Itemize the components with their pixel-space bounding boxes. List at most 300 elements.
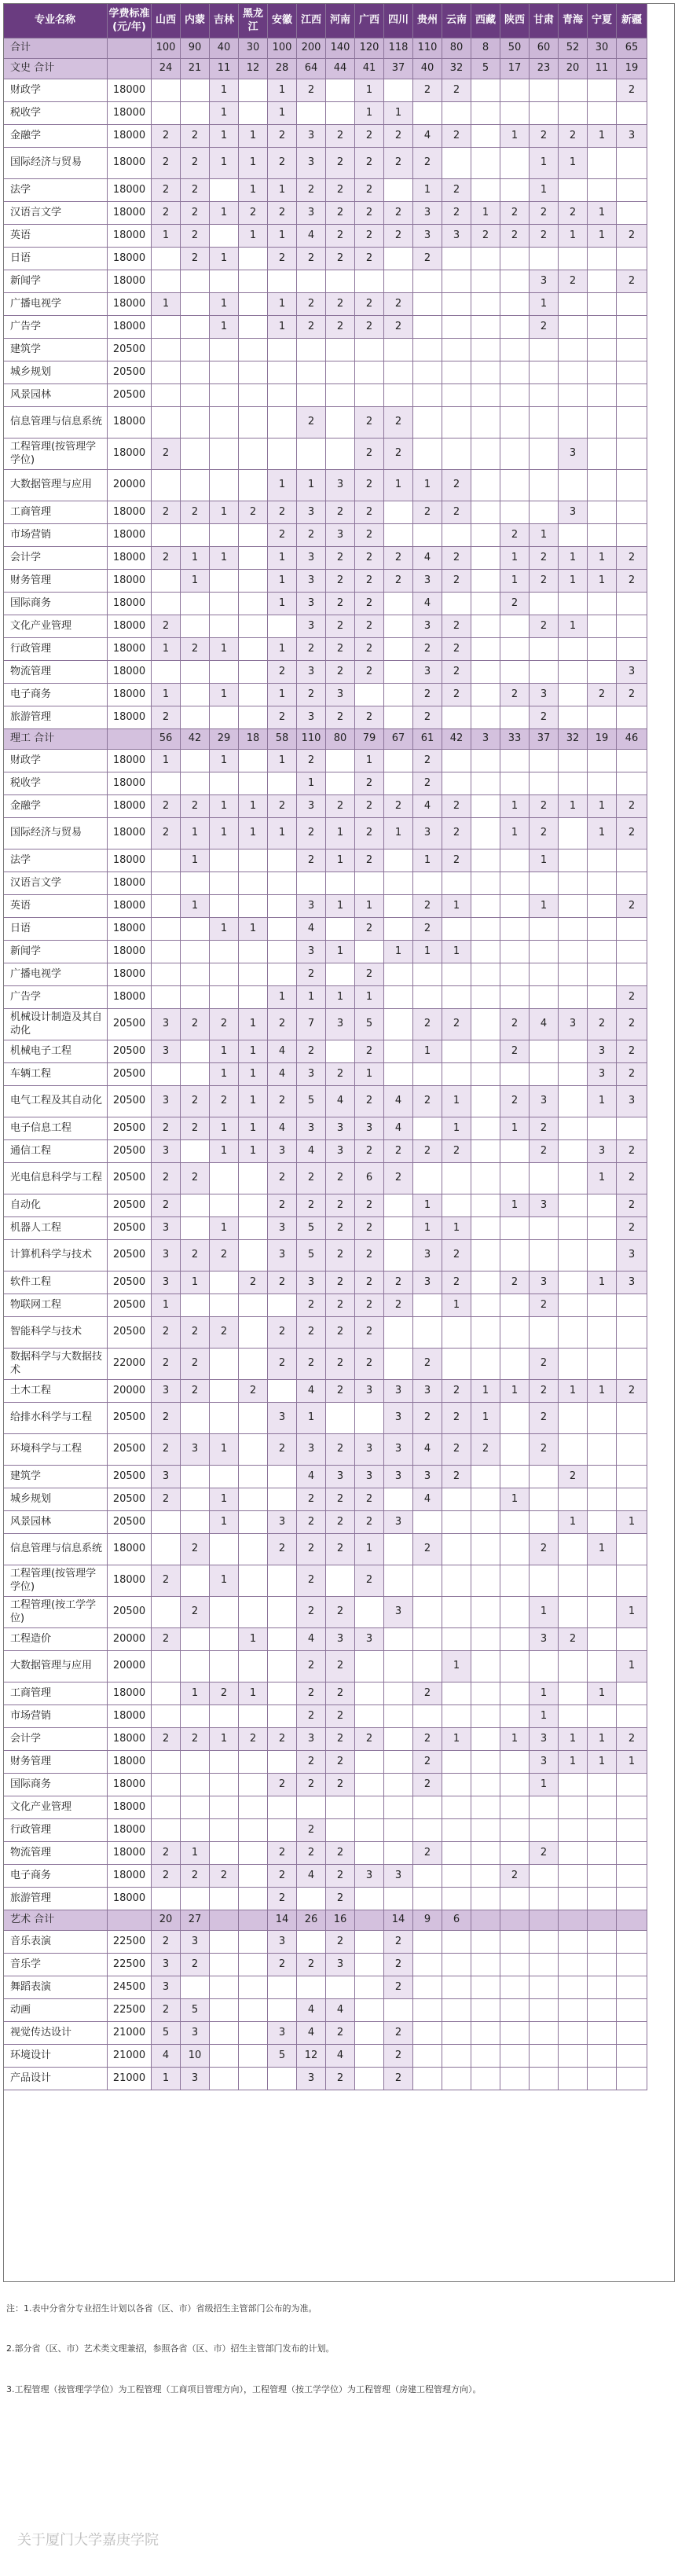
table-row [4, 918, 674, 941]
plan-count: 2 [442, 1271, 471, 1294]
plan-count [268, 615, 297, 638]
major-name: 财政学 [4, 750, 108, 772]
plan-count [152, 1796, 181, 1819]
plan-count [500, 1888, 530, 1910]
plan-count [559, 684, 588, 706]
table-row [4, 593, 674, 615]
plan-count: 10 [181, 2045, 210, 2068]
plan-count [442, 1999, 471, 2022]
plan-count [471, 1796, 500, 1819]
plan-count: 2 [297, 1317, 326, 1349]
plan-count [471, 1534, 500, 1565]
plan-count [617, 1954, 647, 1976]
plan-count: 2 [326, 795, 355, 818]
plan-count [355, 2045, 384, 2068]
plan-count [559, 339, 588, 361]
plan-count: 3 [297, 148, 326, 179]
plan-count: 2 [152, 1117, 181, 1140]
plan-count: 2 [617, 1194, 647, 1217]
plan-count [442, 407, 471, 439]
table-row [4, 895, 674, 918]
plan-count [530, 1063, 559, 1086]
plan-count [442, 384, 471, 407]
plan-count [384, 1728, 413, 1751]
plan-count: 4 [413, 795, 442, 818]
plan-count: 2 [152, 615, 181, 638]
plan-count: 2 [617, 570, 647, 593]
major-name: 物流管理 [4, 1842, 108, 1865]
section-total-value: 18 [239, 729, 268, 750]
plan-count [588, 772, 617, 795]
tuition-fee: 18000 [108, 661, 152, 684]
plan-count: 2 [152, 1317, 181, 1349]
plan-count: 2 [355, 148, 384, 179]
plan-count [471, 895, 500, 918]
plan-count: 1 [617, 1511, 647, 1534]
plan-count: 2 [413, 79, 442, 102]
plan-count [617, 615, 647, 638]
plan-count: 1 [588, 225, 617, 248]
plan-count: 2 [152, 1565, 181, 1597]
plan-count [617, 1796, 647, 1819]
header-province: 青海 [559, 4, 588, 39]
plan-count [239, 1796, 268, 1819]
plan-count [500, 661, 530, 684]
plan-count [500, 750, 530, 772]
plan-count [413, 2068, 442, 2090]
table-row [4, 148, 674, 179]
plan-count [471, 2022, 500, 2045]
tuition-fee: 18000 [108, 872, 152, 895]
plan-count [152, 963, 181, 986]
plan-count [268, 963, 297, 986]
plan-count [152, 1751, 181, 1774]
plan-count: 2 [384, 316, 413, 339]
section-total-value: 14 [268, 1910, 297, 1931]
plan-count [210, 361, 239, 384]
plan-count: 1 [355, 750, 384, 772]
total-value: 30 [239, 39, 268, 59]
table-row [4, 1086, 674, 1117]
plan-count: 2 [500, 225, 530, 248]
table-row [4, 202, 674, 225]
plan-count [530, 1240, 559, 1271]
plan-count [588, 1954, 617, 1976]
plan-count: 3 [384, 1380, 413, 1403]
plan-count [588, 1466, 617, 1488]
plan-count [588, 1931, 617, 1954]
table-row [4, 501, 674, 524]
plan-count: 2 [268, 1842, 297, 1865]
plan-count [152, 1063, 181, 1086]
plan-count: 2 [152, 1842, 181, 1865]
major-name: 行政管理 [4, 638, 108, 661]
plan-count: 1 [152, 2068, 181, 2090]
major-name: 国际经济与贸易 [4, 148, 108, 179]
plan-count: 2 [617, 795, 647, 818]
plan-count [239, 570, 268, 593]
plan-count: 2 [384, 407, 413, 439]
plan-count [471, 615, 500, 638]
plan-count: 1 [239, 1040, 268, 1063]
footer-link[interactable]: 关于厦门大学嘉庚学院 [17, 2532, 159, 2548]
plan-count: 1 [588, 125, 617, 148]
total-value: 52 [559, 39, 588, 59]
table-row [4, 849, 674, 872]
plan-count [413, 1163, 442, 1194]
plan-count [413, 339, 442, 361]
plan-count [442, 1976, 471, 1999]
table-row [4, 570, 674, 593]
plan-count: 3 [413, 570, 442, 593]
plan-count: 2 [152, 501, 181, 524]
plan-count: 2 [530, 615, 559, 638]
plan-count: 3 [297, 706, 326, 729]
plan-count [471, 1086, 500, 1117]
plan-count [442, 439, 471, 470]
plan-count: 2 [413, 1086, 442, 1117]
tuition-fee: 18000 [108, 202, 152, 225]
plan-count: 1 [413, 941, 442, 963]
plan-count [559, 1705, 588, 1728]
plan-count [559, 1086, 588, 1117]
plan-count [384, 1317, 413, 1349]
plan-count: 2 [355, 772, 384, 795]
major-name: 智能科学与技术 [4, 1317, 108, 1349]
tuition-fee: 21000 [108, 2068, 152, 2090]
plan-count [617, 706, 647, 729]
plan-count: 2 [355, 1349, 384, 1380]
plan-count: 2 [268, 1774, 297, 1796]
tuition-fee: 18000 [108, 795, 152, 818]
section-total-value: 42 [181, 729, 210, 750]
table-row [4, 1063, 674, 1086]
plan-count [355, 1999, 384, 2022]
plan-count [588, 1865, 617, 1888]
plan-count [471, 1651, 500, 1682]
plan-count [355, 1796, 384, 1819]
plan-count [181, 750, 210, 772]
table-row [4, 795, 674, 818]
plan-count [239, 986, 268, 1009]
section-total-value: 33 [500, 729, 530, 750]
plan-count: 2 [442, 615, 471, 638]
plan-count: 2 [442, 1380, 471, 1403]
plan-count [384, 750, 413, 772]
plan-count [500, 470, 530, 501]
plan-count: 2 [530, 795, 559, 818]
plan-count [500, 1796, 530, 1819]
plan-count [239, 547, 268, 570]
tuition-fee: 20500 [108, 1063, 152, 1086]
plan-count [559, 1565, 588, 1597]
plan-count [384, 1819, 413, 1842]
plan-count [210, 1999, 239, 2022]
plan-count [268, 339, 297, 361]
plan-count: 2 [355, 470, 384, 501]
plan-count [471, 439, 500, 470]
plan-count [297, 384, 326, 407]
plan-count [210, 407, 239, 439]
plan-count [413, 1063, 442, 1086]
plan-count [471, 1009, 500, 1040]
plan-count [588, 361, 617, 384]
plan-count: 1 [530, 1774, 559, 1796]
plan-count [471, 818, 500, 849]
plan-count [210, 524, 239, 547]
plan-count [239, 941, 268, 963]
major-name: 英语 [4, 895, 108, 918]
plan-count: 3 [588, 1040, 617, 1063]
plan-count: 2 [297, 818, 326, 849]
major-name: 工程管理(按管理学学位) [4, 439, 108, 470]
plan-count: 2 [442, 570, 471, 593]
table-row [4, 1434, 674, 1466]
plan-count [210, 1931, 239, 1954]
plan-count: 2 [559, 202, 588, 225]
plan-count: 2 [384, 1294, 413, 1317]
plan-count [210, 1466, 239, 1488]
plan-count: 2 [326, 706, 355, 729]
plan-count [413, 1865, 442, 1888]
plan-count [559, 1140, 588, 1163]
plan-count [152, 918, 181, 941]
major-name: 财政学 [4, 79, 108, 102]
plan-count: 2 [297, 1954, 326, 1976]
plan-count [588, 1217, 617, 1240]
plan-count: 2 [559, 270, 588, 293]
plan-count: 2 [355, 501, 384, 524]
plan-count [617, 941, 647, 963]
plan-count [617, 1403, 647, 1434]
tuition-fee: 20000 [108, 1380, 152, 1403]
plan-count: 1 [588, 818, 617, 849]
major-name: 文化产业管理 [4, 1796, 108, 1819]
plan-count [559, 1240, 588, 1271]
plan-count [617, 1434, 647, 1466]
plan-count [471, 248, 500, 270]
plan-count: 2 [530, 202, 559, 225]
plan-count: 1 [500, 125, 530, 148]
plan-count: 1 [588, 1086, 617, 1117]
plan-count: 3 [530, 1728, 559, 1751]
plan-count: 2 [617, 270, 647, 293]
plan-count [384, 1651, 413, 1682]
plan-count: 1 [355, 986, 384, 1009]
tuition-fee: 20500 [108, 1117, 152, 1140]
plan-count: 2 [181, 1728, 210, 1751]
plan-count [181, 1194, 210, 1217]
major-name: 电气工程及其自动化 [4, 1086, 108, 1117]
plan-count: 2 [326, 615, 355, 638]
plan-count: 2 [268, 795, 297, 818]
plan-count: 4 [413, 547, 442, 570]
major-name: 广播电视学 [4, 963, 108, 986]
major-name: 工程管理(按管理学学位) [4, 1565, 108, 1597]
plan-count [471, 547, 500, 570]
plan-count: 2 [355, 248, 384, 270]
plan-count [500, 918, 530, 941]
tuition-fee: 18000 [108, 849, 152, 872]
tuition-fee: 20500 [108, 1511, 152, 1534]
plan-count: 2 [181, 1954, 210, 1976]
plan-count: 2 [326, 1271, 355, 1294]
table-row [4, 524, 674, 547]
plan-count: 2 [413, 1751, 442, 1774]
header-province: 内蒙 [181, 4, 210, 39]
table-row [4, 361, 674, 384]
table-row [4, 1271, 674, 1294]
plan-count: 1 [588, 1682, 617, 1705]
plan-count: 2 [326, 1931, 355, 1954]
plan-count [530, 986, 559, 1009]
plan-count [471, 941, 500, 963]
plan-count: 1 [559, 1511, 588, 1534]
plan-count [588, 1194, 617, 1217]
plan-count [617, 384, 647, 407]
major-name: 国际商务 [4, 593, 108, 615]
section-total-value: 19 [617, 59, 647, 79]
plan-count [384, 772, 413, 795]
plan-count: 2 [152, 1349, 181, 1380]
section-fee-empty [108, 1910, 152, 1931]
plan-count [442, 1888, 471, 1910]
plan-count [210, 593, 239, 615]
plan-count [239, 1651, 268, 1682]
plan-count [413, 1976, 442, 1999]
plan-count [181, 593, 210, 615]
plan-count: 2 [355, 547, 384, 570]
plan-count [210, 1888, 239, 1910]
plan-count [500, 872, 530, 895]
table-row [4, 1865, 674, 1888]
plan-count [384, 79, 413, 102]
tuition-fee: 20500 [108, 339, 152, 361]
section-total-value: 46 [617, 729, 647, 750]
plan-count [268, 1565, 297, 1597]
plan-count [210, 1628, 239, 1651]
tuition-fee: 20500 [108, 1271, 152, 1294]
plan-count: 2 [297, 316, 326, 339]
plan-count [442, 1040, 471, 1063]
plan-count: 2 [297, 293, 326, 316]
plan-count: 1 [181, 1682, 210, 1705]
plan-count: 1 [152, 638, 181, 661]
plan-count: 4 [297, 1466, 326, 1488]
plan-count: 1 [500, 547, 530, 570]
plan-count [588, 248, 617, 270]
plan-count: 1 [210, 818, 239, 849]
plan-count: 3 [530, 1628, 559, 1651]
plan-count: 3 [297, 1728, 326, 1751]
plan-count [617, 248, 647, 270]
plan-count [559, 179, 588, 202]
plan-count [588, 963, 617, 986]
major-name: 税收学 [4, 772, 108, 795]
plan-count: 2 [442, 849, 471, 872]
plan-count [617, 1931, 647, 1954]
plan-count [471, 1140, 500, 1163]
plan-count [471, 1954, 500, 1976]
plan-count [471, 849, 500, 872]
plan-count [268, 918, 297, 941]
plan-count [588, 2022, 617, 2045]
plan-count [239, 706, 268, 729]
plan-count [530, 339, 559, 361]
plan-count [617, 1705, 647, 1728]
plan-count [239, 615, 268, 638]
header-province: 广西 [355, 4, 384, 39]
table-row [4, 1954, 674, 1976]
tuition-fee: 18000 [108, 407, 152, 439]
plan-count [617, 179, 647, 202]
plan-count: 1 [268, 638, 297, 661]
plan-count [617, 963, 647, 986]
plan-count: 2 [297, 1294, 326, 1317]
total-value: 118 [384, 39, 413, 59]
plan-count [559, 293, 588, 316]
tuition-fee: 18000 [108, 941, 152, 963]
plan-count [471, 570, 500, 593]
plan-count [384, 661, 413, 684]
plan-count [471, 963, 500, 986]
table-row [4, 1597, 674, 1628]
plan-count: 2 [181, 1240, 210, 1271]
plan-count [268, 1796, 297, 1819]
plan-count: 2 [384, 293, 413, 316]
plan-count [239, 339, 268, 361]
plan-count [530, 918, 559, 941]
plan-count [530, 1163, 559, 1194]
plan-count: 2 [530, 1534, 559, 1565]
major-name: 工商管理 [4, 1682, 108, 1705]
plan-count [617, 1349, 647, 1380]
plan-count [413, 2045, 442, 2068]
major-name: 光电信息科学与工程 [4, 1163, 108, 1194]
plan-count [210, 963, 239, 986]
plan-count [326, 1403, 355, 1434]
plan-count [559, 918, 588, 941]
plan-count: 1 [588, 1534, 617, 1565]
plan-count [326, 102, 355, 125]
plan-count: 3 [617, 1086, 647, 1117]
plan-count [530, 638, 559, 661]
plan-count [181, 316, 210, 339]
plan-count: 2 [500, 202, 530, 225]
plan-count [559, 872, 588, 895]
plan-count [530, 1217, 559, 1240]
table-row [4, 339, 674, 361]
plan-count: 2 [413, 1728, 442, 1751]
plan-count [239, 1999, 268, 2022]
plan-count: 2 [384, 570, 413, 593]
plan-count [181, 79, 210, 102]
plan-count [442, 1628, 471, 1651]
plan-count: 2 [355, 1317, 384, 1349]
tuition-fee: 18000 [108, 918, 152, 941]
header-province: 云南 [442, 4, 471, 39]
plan-count [617, 772, 647, 795]
plan-count [355, 872, 384, 895]
plan-count: 2 [442, 1403, 471, 1434]
section-total-value: 12 [239, 59, 268, 79]
plan-count [326, 1796, 355, 1819]
plan-count [181, 270, 210, 293]
plan-count: 2 [355, 795, 384, 818]
plan-count: 2 [384, 1931, 413, 1954]
total-value: 90 [181, 39, 210, 59]
plan-count [152, 316, 181, 339]
